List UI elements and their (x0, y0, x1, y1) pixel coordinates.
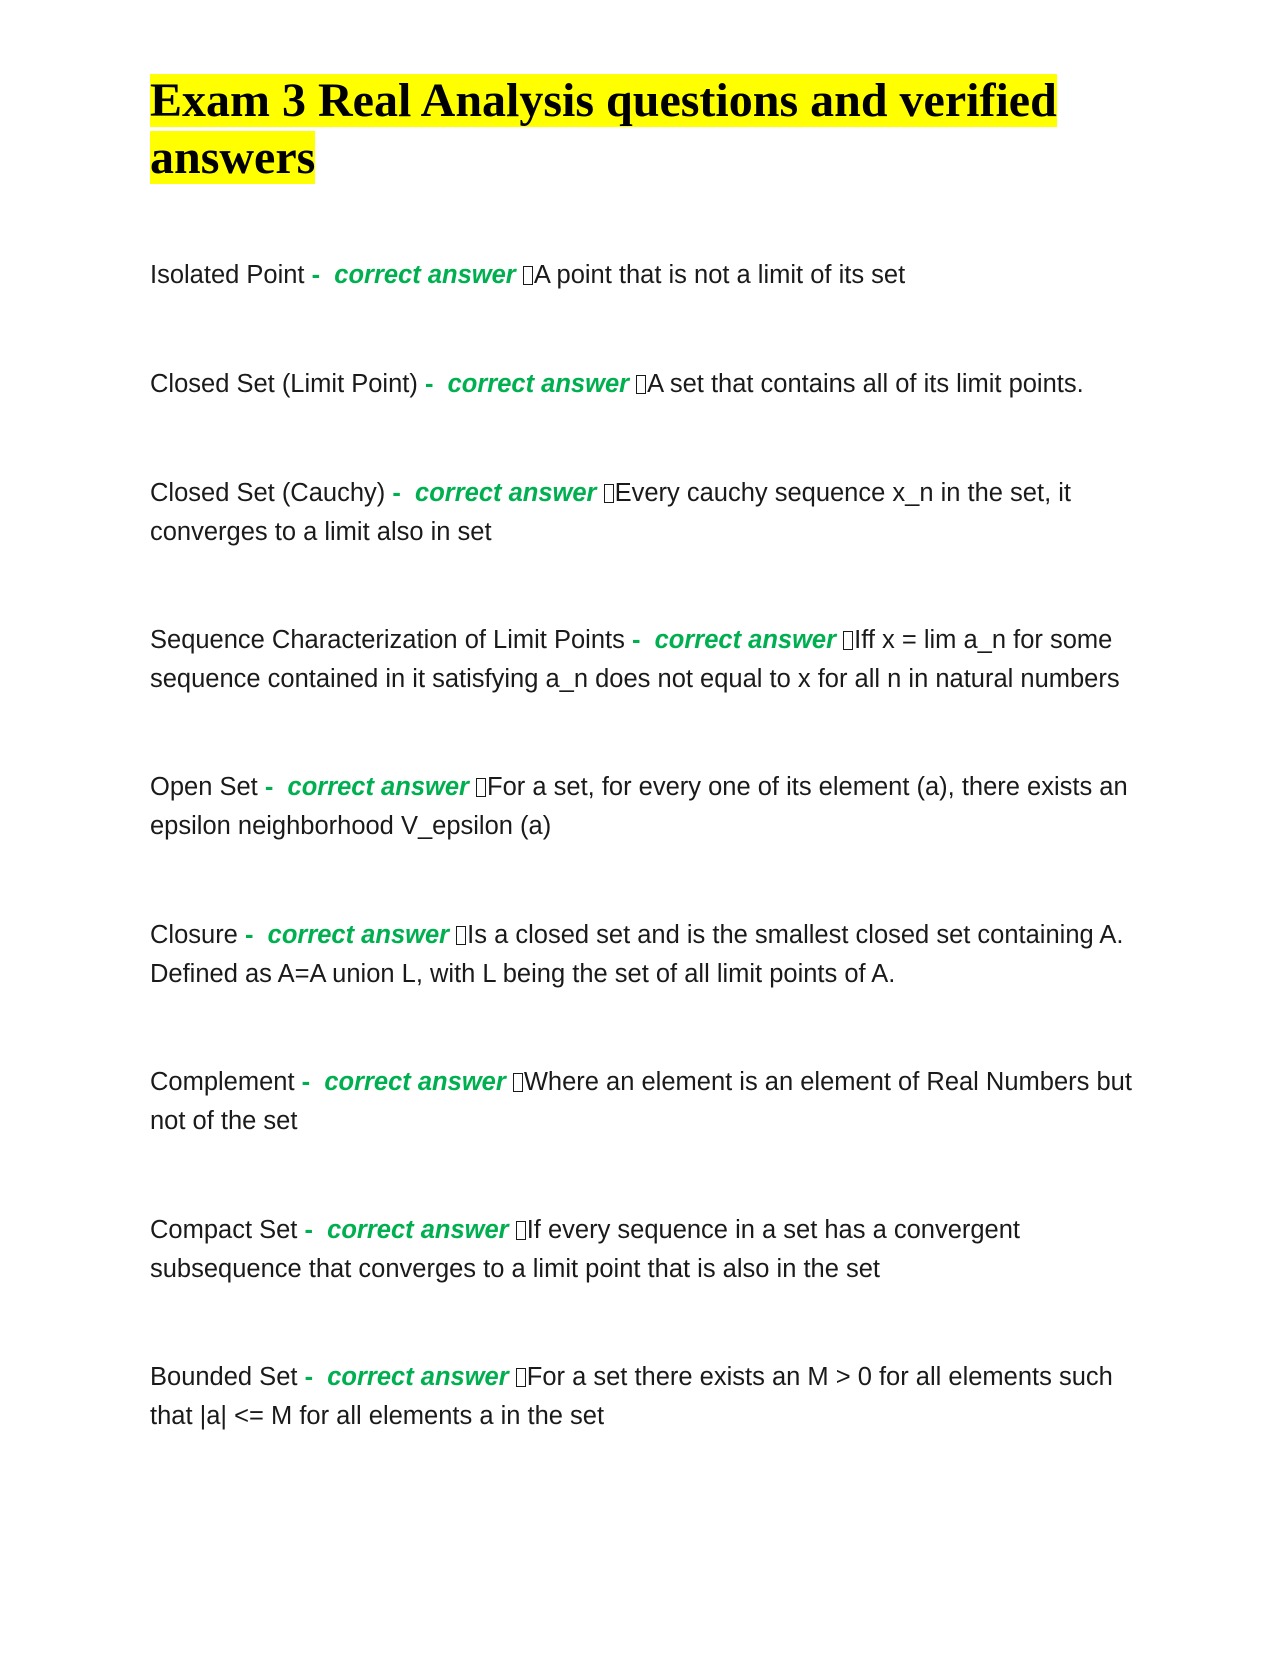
entry-term: Compact Set (150, 1216, 298, 1244)
qa-entry (150, 1358, 1150, 1436)
entry-definition: Iff x = lim a_n for some sequence contained in it satisfying a_n does not equal to x for all n in natural numbers (150, 626, 1120, 693)
entry-term: Closed Set (Limit Point) (150, 370, 418, 398)
entry-term: Sequence Characterization of Limit Points (150, 626, 625, 654)
missing-glyph-icon (843, 631, 853, 650)
correct-answer-label: correct answer (287, 773, 469, 801)
entry-definition: A point that is not a limit of its set (533, 261, 906, 289)
entry-definition: Where an element is an element of Real Numbers but not of the set (150, 1068, 1132, 1135)
qa-entry (150, 621, 1150, 699)
qa-entry (150, 768, 1150, 846)
missing-glyph-icon (516, 1221, 526, 1240)
entry-term: Bounded Set (150, 1363, 298, 1391)
entry-definition: If every sequence in a set has a convergent subsequence that converges to a limit point that is also in the set (150, 1216, 1021, 1283)
entry-definition: Is a closed set and is the smallest closed set containing A. Defined as A=A union L, with L being the set of all limit points of A. (150, 921, 1124, 988)
entry-separator: - (311, 261, 321, 289)
qa-entry (150, 916, 1150, 994)
entry-separator: - (304, 1216, 313, 1244)
correct-answer-label: correct answer (267, 921, 450, 949)
entry-definition: Every cauchy sequence x_n in the set, it converges to a limit also in set (150, 479, 1071, 546)
entry-separator: - (304, 1363, 314, 1391)
correct-answer-label: correct answer (327, 1216, 509, 1244)
correct-answer-label: correct answer (324, 1068, 506, 1096)
entry-separator: - (392, 479, 401, 507)
entry-term: Complement (150, 1068, 295, 1096)
entry-term: Closure (150, 921, 238, 949)
entry-definition: For a set there exists an M > 0 for all elements such that |a| <= M for all elements a in the set (150, 1363, 1113, 1430)
entry-separator: - (424, 370, 434, 398)
missing-glyph-icon (604, 484, 614, 503)
missing-glyph-icon (516, 1368, 526, 1387)
correct-answer-label: correct answer (447, 370, 630, 398)
qa-entry (150, 1211, 1150, 1289)
entry-term: Open Set (150, 773, 258, 801)
qa-entry (150, 1063, 1150, 1141)
missing-glyph-icon (456, 926, 466, 945)
entry-separator: - (631, 626, 641, 654)
missing-glyph-icon (636, 375, 646, 394)
missing-glyph-icon (513, 1073, 523, 1092)
entry-definition: A set that contains all of its limit points. (647, 370, 1084, 398)
qa-entry (150, 365, 1150, 404)
entry-separator: - (264, 773, 274, 801)
qa-entry (150, 256, 1150, 295)
missing-glyph-icon (523, 266, 533, 285)
document-title-text: Exam 3 Real Analysis questions and verified answers (150, 74, 1057, 184)
entry-term: Closed Set (Cauchy) (150, 479, 386, 507)
entry-term: Isolated Point (150, 261, 305, 289)
entry-separator: - (244, 921, 254, 949)
missing-glyph-icon (476, 778, 486, 797)
correct-answer-label: correct answer (327, 1363, 509, 1391)
correct-answer-label: correct answer (654, 626, 837, 654)
document-title (150, 72, 1150, 186)
entry-separator: - (301, 1068, 311, 1096)
entry-definition: For a set, for every one of its element (a), there exists an epsilon neighborhood V_epsilon (a) (150, 773, 1128, 840)
correct-answer-label: correct answer (334, 261, 516, 289)
qa-entry (150, 474, 1150, 552)
entry-list (150, 256, 1150, 1436)
document-page (150, 72, 1150, 1436)
correct-answer-label: correct answer (415, 479, 597, 507)
